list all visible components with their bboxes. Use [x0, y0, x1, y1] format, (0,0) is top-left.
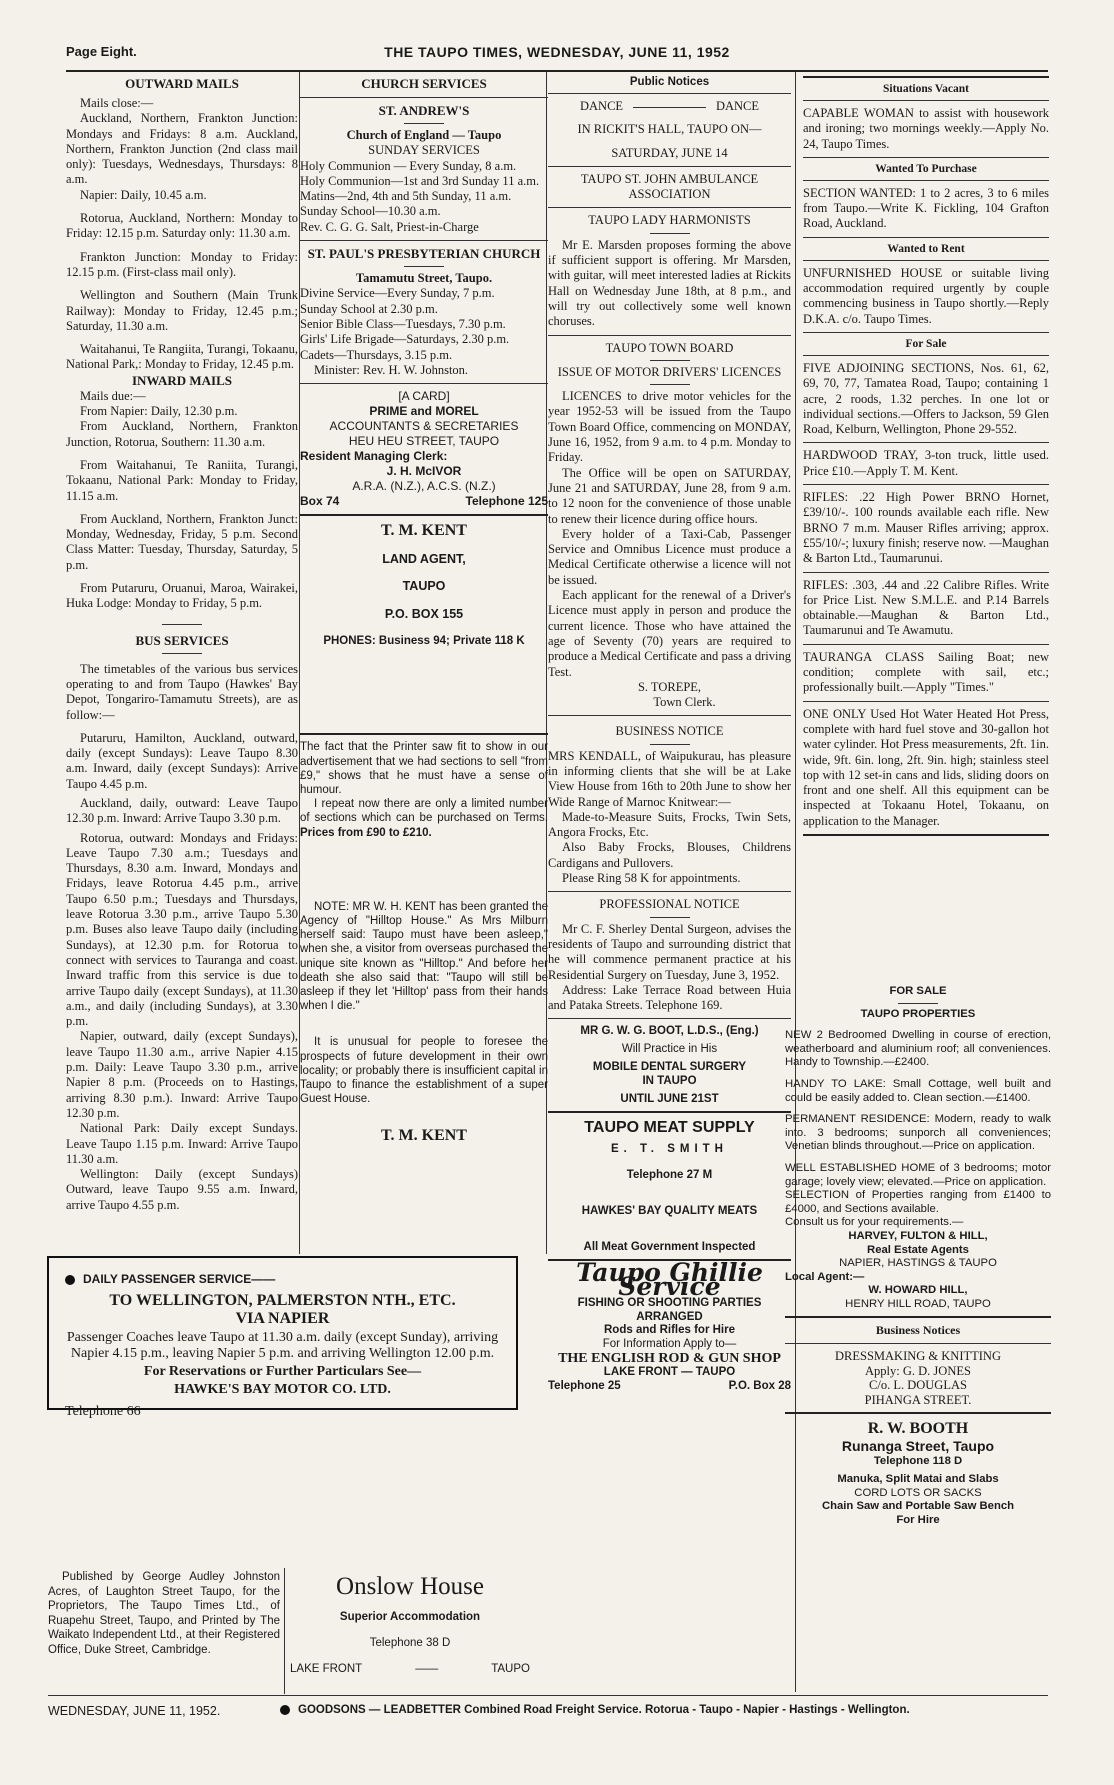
divider — [650, 233, 690, 234]
page-number: Page Eight. — [66, 44, 137, 59]
business-notices-heading: Business Notices — [875, 1323, 961, 1338]
kent-ad-para: It is unusual for people to foresee the prospects of future development in their own locality; or probably there is insufficient capital in Taupo to finance the establishment of a super Guest House. — [300, 1036, 548, 1106]
imprint — [48, 1570, 280, 1657]
column-rule — [284, 1568, 285, 1694]
sale-ad: FIVE ADJOINING SECTIONS, Nos. 61, 62, 69, 70, 77, Tamatea Road, Taupo; containing 1 acre, 2 roods, 1.32 perches. In one lot or individual sections.—Offers to Jackson, 59 Glen Road, Kelburn, Wellington, Phone 29-552. — [803, 360, 1049, 437]
property-listing: SELECTION of Properties ranging from £1400 to £4000, and Sections available. — [785, 1189, 1051, 1215]
dance-label: DANCE — [715, 99, 759, 113]
onslow-name: Onslow House — [336, 1573, 484, 1600]
for-sale-heading: For Sale — [905, 337, 947, 350]
divider — [548, 335, 791, 336]
onslow-lake: LAKE FRONT — [290, 1663, 363, 1675]
bullet-icon — [65, 1275, 75, 1285]
properties-agent-sub: Real Estate Agents — [867, 1243, 969, 1256]
kent-town: TAUPO — [402, 579, 446, 594]
divider — [300, 514, 548, 516]
divider — [785, 1412, 1051, 1414]
divider — [548, 891, 791, 892]
sale-ad: RIFLES: .22 High Power BRNO Hornet, £39/10/-. 100 rounds available each rifle. New BRNO 7 m.m. Mauser Rifles arriving; approx. £55/10/-; luxury finish; reserve now. —Maughan & Barton Ltd., Taumarunui. — [803, 490, 1049, 566]
card-phone: Telephone 125 — [465, 494, 548, 509]
divider — [803, 644, 1049, 645]
divider — [803, 260, 1049, 261]
divider — [803, 100, 1049, 101]
outward-mails-rotorua: Rotorua, Auckland, Northern: Monday to Friday: 12.15 p.m. Saturday only: 11.30 a.m. — [66, 211, 298, 241]
kent-signature: T. M. KENT — [381, 1127, 467, 1145]
business-notice-para: MRS KENDALL, of Waipukurau, has pleasure in informing clients that she will be at Lake View House from 16th to 20th June to show her Wide Range of Marnoc Knitwear:— — [548, 748, 791, 809]
inward-mails-napier: From Napier: Daily, 12.30 p.m. — [80, 404, 238, 419]
divider — [803, 834, 1049, 836]
footer-date: WEDNESDAY, JUNE 11, 1952. — [48, 1704, 221, 1718]
bullet-icon — [280, 1705, 290, 1715]
divider — [404, 123, 444, 124]
passenger-phone: Telephone 66 — [65, 1404, 141, 1419]
meat-supply-ad — [548, 1118, 791, 1254]
divider — [803, 442, 1049, 443]
kent-ad-note: NOTE: MR W. H. KENT has been granted the Agency of "Hilltop House." As Mrs Milburn herself said: Taupo must have been asleep," when she, a visitor from overseas purchased the unique site known as "Hilltop." And before her death she also said that: "Taupo will still be asleep if they let 'Hilltop' pass from their hands when I die." — [300, 900, 548, 1013]
onslow-dash: —— — [415, 1663, 439, 1675]
outward-mails-napier: Napier: Daily, 10.45 a.m. — [80, 187, 207, 202]
dance-label: DANCE — [580, 99, 624, 113]
dental-until: UNTIL JUNE 21ST — [620, 1093, 719, 1106]
properties-agent-loc: NAPIER, HASTINGS & TAUPO — [839, 1257, 997, 1270]
town-clerk-name: S. TOREPE, — [637, 679, 702, 694]
business-notice-heading: BUSINESS NOTICE — [615, 724, 724, 739]
taupo-properties-ad — [785, 985, 1051, 1527]
divider — [785, 1316, 1051, 1318]
divider — [548, 207, 791, 208]
church-line: Matins—2nd, 4th and 5th Sunday, 11 a.m. — [300, 189, 512, 204]
inward-mails-heading: INWARD MAILS — [131, 372, 233, 388]
situations-vacant-heading: Situations Vacant — [883, 83, 969, 95]
bus-national-park: National Park: Daily except Sundays. Leave Taupo 1.15 p.m. Inward: Arrive Taupo 11.30 a.m. — [66, 1121, 298, 1166]
divider — [300, 97, 548, 98]
presbyterian-line: Divine Service—Every Sunday, 7 p.m. — [300, 286, 495, 301]
bus-wellington: Wellington: Daily (except Sundays) Outward, leave Taupo 9.55 a.m. Inward, arrive Taupo 4.55 p.m. — [66, 1167, 298, 1212]
card-role: ACCOUNTANTS & SECRETARIES — [329, 419, 519, 434]
passenger-via: VIA NAPIER — [235, 1310, 330, 1327]
presbyterian-line: Cadets—Thursdays, 3.15 p.m. — [300, 347, 453, 362]
ghillie-lake: LAKE FRONT — TAUPO — [603, 1366, 736, 1379]
column-mails-bus — [66, 76, 298, 1213]
wanted-ad: SECTION WANTED: 1 to 2 acres, 3 to 6 miles from Taupo.—Write K. Fickling, 104 Grafton Road, Auckland. — [803, 185, 1049, 231]
divider — [803, 701, 1049, 702]
properties-local-addr: HENRY HILL ROAD, TAUPO — [845, 1297, 991, 1310]
card-box: Box 74 — [300, 494, 340, 509]
sale-ad: HARDWOOD TRAY, 3-ton truck, little used. Price £10.—Apply T. M. Kent. — [803, 448, 1049, 478]
outward-mails-heading: OUTWARD MAILS — [125, 76, 239, 91]
footer-freight: GOODSONS — LEADBETTER Combined Road Freight Service. Rotorua - Taupo - Napier - Hastings - Wellington. — [280, 1704, 910, 1716]
bus-putaruru: Putaruru, Hamilton, Auckland, outward, daily (except Sundays): Leave Taupo 8.30 a.m. Inward, daily (except Sundays): Arrive Taupo 4.45 p.m. — [66, 730, 298, 791]
professional-notice-heading: PROFESSIONAL NOTICE — [599, 897, 740, 912]
booth-line: CORD LOTS OR SACKS — [854, 1486, 982, 1499]
kent-prices: Prices from £90 to £210. — [300, 826, 432, 839]
presbyterian-line: Sunday School at 2.30 p.m. — [300, 301, 438, 316]
sale-ad: RIFLES: .303, .44 and .22 Calibre Rifles. Write for Price List. New S.M.L.E. and P.14 Barrels obtainable.—Maughan & Barton Ltd., Taumarunui and Te Awamutu. — [803, 577, 1049, 638]
divider — [650, 384, 690, 385]
sunday-services: SUNDAY SERVICES — [368, 143, 480, 158]
church-line: Sunday School—10.30 a.m. — [300, 204, 441, 219]
passenger-body: Passenger Coaches leave Taupo at 11.30 a.m. daily (except Sunday), arriving Napier 4.15 p.m., leaving Napier 5 p.m. and arriving Wellington 12.00 p.m. — [66, 1330, 499, 1361]
meat-hb: HAWKES' BAY QUALITY MEATS — [581, 1205, 758, 1218]
footer-rule — [48, 1695, 1048, 1696]
rent-ad: UNFURNISHED HOUSE or suitable living accommodation required urgently by couple commencing business in Taupo shortly.—Reply D.K.A. c/o. Taupo Times. — [803, 265, 1049, 326]
kent-phones: PHONES: Business 94; Private 118 K — [323, 635, 525, 648]
ghillie-title: Taupo Ghillie Service — [576, 1258, 763, 1301]
outward-mails-waitahanui: Waitahanui, Te Rangiita, Turangi, Tokaanu, National Park,: Monday to Friday, 12.45 p.m. — [66, 342, 298, 372]
divider — [803, 180, 1049, 181]
column-church-card-kent — [300, 76, 548, 1145]
booth-street: Runanga Street, Taupo — [841, 1438, 995, 1455]
kent-advertisement — [300, 740, 548, 1145]
divider — [162, 653, 202, 654]
dental-mobile: MOBILE DENTAL SURGERY — [592, 1061, 747, 1074]
harmonists-text: Mr E. Marsden proposes forming the above if sufficient support is offering. Mr Marsden, with guitar, will meet interested ladies at Rickits Hall on Wednesday June 18th, at 8 p.m., and will try out collectively some well known choruses. — [548, 237, 791, 329]
business-notice-para: Please Ring 58 K for appointments. — [562, 871, 741, 886]
meat-phone: Telephone 27 M — [626, 1169, 713, 1182]
property-listing: HANDY TO LAKE: Small Cottage, well built and could be easily added to. Clean section.—£1400. — [785, 1077, 1051, 1104]
sale-ad: ONE ONLY Used Hot Water Heated Hot Press, complete with hard fuel stove and 30-gallon hot water cylinder. Hot Press measurements, 2ft. 1in. wide, 9ft. 6in. long, 2ft. 9in. high; stainless steel top with 12 set-in cans and lids, sliding doors on front and one shelf. All this equipment can be inspected at Tokaanu Hotel, Tokaanu, on application to the Manager. — [803, 706, 1049, 828]
card-quals: A.R.A. (N.Z.), A.C.S. (N.Z.) — [352, 479, 496, 494]
kent-land-agent — [300, 521, 548, 649]
passenger-label: DAILY PASSENGER SERVICE—— — [65, 1272, 500, 1286]
town-board-sub: ISSUE OF MOTOR DRIVERS' LICENCES — [557, 364, 782, 379]
inward-mails-frankton: From Auckland, Northern, Frankton Junct: Monday, Wednesday, Friday, 5 p.m. Second Class Matter: Tuesday, Thursday, Saturday, 5 p.m. — [66, 511, 298, 572]
town-board-para: Every holder of a Taxi-Cab, Passenger Service and Omnibus Licence must produce a Medical Certificate otherwise a licence will not be issued. — [548, 526, 791, 587]
town-board-para: Each applicant for the renewal of a Driver's Licence must apply in person and produce the current licence. Those who have attained the age of Seventy (70) years are required to produce a Medical Certificate and pass a driving Test. — [548, 588, 791, 679]
divider — [300, 733, 548, 735]
business-notice-para: Also Baby Frocks, Blouses, Childrens Cardigans and Pullovers. — [548, 840, 791, 870]
divider — [785, 1343, 1051, 1344]
masthead-title: THE TAUPO TIMES, WEDNESDAY, JUNE 11, 1952 — [384, 44, 730, 60]
dance-hall: IN RICKIT'S HALL, TAUPO ON— — [577, 122, 762, 137]
inward-mails-auckland: From Auckland, Northern, Frankton Junction, Rotorua, Southern: 11.30 a.m. — [66, 419, 298, 449]
column-notices — [548, 76, 791, 1393]
mobile-dental-ad — [548, 1024, 791, 1106]
st-pauls-heading: ST. PAUL'S PRESBYTERIAN CHURCH — [307, 246, 541, 262]
divider — [404, 266, 444, 267]
presbyterian-line: Girls' Life Brigade—Saturdays, 2.30 p.m. — [300, 332, 510, 347]
divider — [300, 383, 548, 384]
passenger-for: For Reservations or Further Particulars See— — [143, 1364, 422, 1379]
ghillie-box: P.O. Box 28 — [728, 1379, 791, 1392]
divider — [803, 332, 1049, 333]
inward-mails-waitahanui: From Waitahanui, Te Raniita, Turangi, Tokaanu, National Park: Monday to Friday, 11.15 a.m. — [66, 457, 298, 503]
divider — [548, 1018, 791, 1019]
divider — [803, 157, 1049, 158]
properties-consult: Consult us for your requirements.— — [785, 1216, 964, 1229]
town-board-para: The Office will be open on SATURDAY, June 21 and SATURDAY, June 28, from 9 a.m. to 12 noon for the convenience of those unable to renew their licence during office hours. — [548, 465, 791, 526]
booth-phone: Telephone 118 D — [873, 1455, 963, 1468]
divider — [548, 166, 791, 167]
mails-close: Mails close:— — [80, 96, 154, 110]
kent-role: LAND AGENT, — [382, 552, 466, 567]
dental-name: MR G. W. G. BOOT, L.D.S., (Eng.) — [580, 1025, 759, 1038]
bus-services-heading: BUS SERVICES — [135, 632, 229, 648]
ghillie-service-ad — [548, 1258, 791, 1393]
properties-for-sale: FOR SALE — [889, 985, 947, 997]
inward-mails-putaruru: From Putaruru, Oruanui, Maroa, Wairakei, Huka Lodge: Monday to Friday, 5 p.m. — [66, 581, 298, 611]
bus-intro: The timetables of the various bus services operating to and from Taupo (Hawkes' Bay Depot, Tongariro-Tamamutu Streets), are as follow:— — [66, 661, 298, 722]
prime-morel-card — [300, 389, 548, 509]
dressmaking-co: C/o. L. DOUGLAS — [869, 1378, 967, 1393]
bus-napier: Napier, outward, daily (except Sundays), leave Taupo 11.30 a.m., arrive Napier 4.15 p.m. Daily: Leave Taupo 3.30 p.m., arrive Napier 8 p.m. (Proceeds on to Hastings, arriving 8.30 p.m.). Inward: Arrive Taupo 12.30 p.m. — [66, 1029, 298, 1120]
bus-rotorua: Rotorua, outward: Mondays and Fridays: Leave Taupo 7.30 a.m.; Tuesdays and Thursdays, 8.30 a.m. Inward, Mondays and Fridays, leave Rotorua 4.45 p.m., arrive Taupo 6.50 p.m.; Tuesdays and Thursdays, leave Rotorua 3.30 p.m., arrive Taupo 5.30 p.m. Buses also leave Taupo daily (including Sundays), at 12.30 p.m. for Rotorua to connect with services to Tauranga and coast. Inward traffic from this service is due to arrive Taupo daily (except Sundays), at 11.30 a.m., and daily (including Sundays), at 3.30 p.m. — [66, 830, 298, 1029]
properties-local: Local Agent:— — [785, 1270, 865, 1283]
passenger-service-ad — [47, 1256, 518, 1419]
outward-mails-auckland: Auckland, Northern, Frankton Junction: Mondays and Fridays: 8 a.m. Auckland, Northern, Frankton Junction (2nd class mail only): Tuesdays, Wednesdays, Thursdays: 8 a.m. — [66, 111, 298, 187]
divider — [650, 360, 690, 361]
professional-para: Mr C. F. Sherley Dental Surgeon, advises the residents of Taupo and surrounding district that he will commence permanent practice at his Residential Surgery on Tuesday, June 3, 1952. — [548, 921, 791, 982]
column-classifieds — [803, 76, 1049, 841]
church-of-england: Church of England — Taupo — [346, 128, 502, 142]
ghillie-apply: For Information Apply to— — [602, 1337, 737, 1350]
bus-auckland: Auckland, daily, outward: Leave Taupo 12.30 p.m. Inward: Arrive Taupo 3.30 p.m. — [66, 795, 298, 826]
booth-line: Chain Saw and Portable Saw Bench — [821, 1500, 1015, 1513]
dance-row — [548, 99, 791, 114]
properties-agent: HARVEY, FULTON & HILL, — [848, 1229, 988, 1242]
town-board-para: LICENCES to drive motor vehicles for the year 1952-53 will be issued from the Taupo Town Board Office, commencing on MONDAY, June 16, 1952, from 9 a.m. to 4 p.m. Monday to Friday. — [548, 389, 791, 465]
meat-owner: E. T. SMITH — [611, 1143, 728, 1156]
onslow-phone: Telephone 38 D — [369, 1637, 451, 1649]
meat-inspected: All Meat Government Inspected — [583, 1241, 756, 1254]
divider — [162, 624, 202, 625]
divider — [300, 240, 548, 241]
church-line: Holy Communion — Every Sunday, 8 a.m. — [300, 158, 517, 173]
professional-para: Address: Lake Terrace Road between Huia and Pataka Streets. Telephone 169. — [548, 982, 791, 1013]
presbyterian-street: Tamamutu Street, Taupo. — [355, 271, 493, 286]
church-line: Holy Communion—1st and 3rd Sunday 11 a.m. — [300, 173, 540, 188]
divider — [803, 237, 1049, 238]
divider — [803, 355, 1049, 356]
dressmaking-apply: Apply: G. D. JONES — [865, 1363, 971, 1378]
dental-in: IN TAUPO — [642, 1075, 697, 1088]
property-listing: NEW 2 Bedroomed Dwelling in course of erection, weatherboard and aluminium roof; all conveniences. Handy to Township.—£2400. — [785, 1029, 1051, 1069]
divider — [650, 744, 690, 745]
card-address: HEU HEU STREET, TAUPO — [348, 434, 500, 449]
ghillie-tel: Telephone 25 — [548, 1379, 621, 1392]
meat-title: TAUPO MEAT SUPPLY — [584, 1119, 755, 1137]
presbyterian-minister: Minister: Rev. H. W. Johnston. — [314, 362, 469, 377]
town-clerk-title: Town Clerk. — [653, 695, 716, 710]
dressmaking: DRESSMAKING & KNITTING — [835, 1349, 1001, 1364]
mails-due: Mails due:— — [80, 388, 146, 403]
outward-mails-frankton: Frankton Junction: Monday to Friday: 12.15 p.m. (First-class mail only). — [66, 249, 298, 279]
divider — [548, 1111, 791, 1113]
kent-name: T. M. KENT — [381, 522, 467, 540]
wanted-purchase-heading: Wanted To Purchase — [875, 162, 977, 175]
property-listing: WELL ESTABLISHED HOME of 3 bedrooms; motor garage; lovely view; elevated.—Price on application. — [785, 1161, 1051, 1188]
ambulance: TAUPO ST. JOHN AMBULANCE ASSOCIATION — [580, 171, 759, 202]
business-notice-para: Made-to-Measure Suits, Frocks, Twin Sets, Angora Frocks, Etc. — [548, 809, 791, 840]
kent-box: P.O. BOX 155 — [384, 606, 464, 621]
st-andrews-heading: ST. ANDREW'S — [378, 103, 470, 118]
ghillie-shop: THE ENGLISH ROD & GUN SHOP — [558, 1351, 781, 1367]
booth-name: R. W. BOOTH — [867, 1420, 969, 1438]
divider — [548, 93, 791, 94]
divider — [548, 715, 791, 716]
property-listing: PERMANENT RESIDENCE: Modern, ready to walk into. 3 bedrooms; sunporch all conveniences; Venetian blinds throughout.—Price on application. — [785, 1113, 1051, 1153]
public-notices-heading: Public Notices — [629, 76, 710, 88]
onslow-sub: Superior Accommodation — [339, 1611, 481, 1623]
booth-line: For Hire — [896, 1513, 940, 1526]
card-clerk-label: Resident Managing Clerk: — [300, 449, 448, 464]
outward-mails-wellington: Wellington and Southern (Main Trunk Railway): Monday to Friday, 12.45 p.m.; Saturday, 11.30 a.m. — [66, 288, 298, 333]
page-header — [66, 42, 1048, 72]
card-clerk: J. H. McIVOR — [386, 464, 462, 479]
divider — [803, 76, 1049, 78]
imprint-text: Published by George Audley Johnston Acres, of Laughton Street Taupo, for the Proprietors, The Taupo Times Ltd., of Ruapehu Street, Taupo, and Printed by The Waikato Independent Ltd., at their Registered Office, Duke Street, Cambridge. — [48, 1571, 280, 1656]
passenger-company: HAWKE'S BAY MOTOR CO. LTD. — [174, 1382, 391, 1397]
divider — [803, 484, 1049, 485]
kent-ad-para: I repeat now there are only a limited number of sections which can be purchased on Terms. Prices from £90 to £210. — [300, 798, 548, 839]
onslow-town: TAUPO — [491, 1663, 530, 1675]
kent-ad-para: The fact that the Printer saw fit to show in our advertisement that we had sections to sell "from £9," shows that he must have a sense of humour. — [300, 741, 548, 796]
dressmaking-street: PIHANGA STREET. — [864, 1392, 972, 1407]
booth-line: Manuka, Split Matai and Slabs — [837, 1473, 999, 1486]
wanted-rent-heading: Wanted to Rent — [887, 242, 965, 255]
town-board-heading: TAUPO TOWN BOARD — [605, 340, 734, 355]
sale-ad: TAURANGA CLASS Sailing Boat; new condition; complete with sail, etc.; professionally built.—Apply "Times." — [803, 649, 1049, 695]
ghillie-parties: FISHING OR SHOOTING PARTIES ARRANGED — [577, 1297, 762, 1323]
dance-date: SATURDAY, JUNE 14 — [611, 145, 728, 160]
onslow-house-ad — [290, 1572, 530, 1676]
church-services-heading: CHURCH SERVICES — [361, 76, 487, 91]
harmonists-heading: TAUPO LADY HARMONISTS — [588, 213, 751, 228]
church-line: Rev. C. G. G. Salt, Priest-in-Charge — [300, 219, 479, 234]
passenger-dest: TO WELLINGTON, PALMERSTON NTH., ETC. — [109, 1292, 456, 1309]
divider — [898, 1003, 938, 1004]
card-label: [A CARD] — [398, 389, 450, 404]
divider — [650, 917, 690, 918]
situation-ad: CAPABLE WOMAN to assist with housework and ironing; two mornings weekly.—Apply No. 24, Taupo Times. — [803, 106, 1049, 151]
presbyterian-line: Senior Bible Class—Tuesdays, 7.30 p.m. — [300, 316, 506, 331]
divider — [803, 572, 1049, 573]
card-firm: PRIME and MOREL — [369, 404, 479, 419]
properties-local-name: W. HOWARD HILL, — [868, 1284, 968, 1297]
properties-heading: TAUPO PROPERTIES — [860, 1007, 976, 1020]
ghillie-rods: Rods and Rifles for Hire — [604, 1324, 735, 1337]
dental-will: Will Practice in His — [621, 1043, 718, 1056]
